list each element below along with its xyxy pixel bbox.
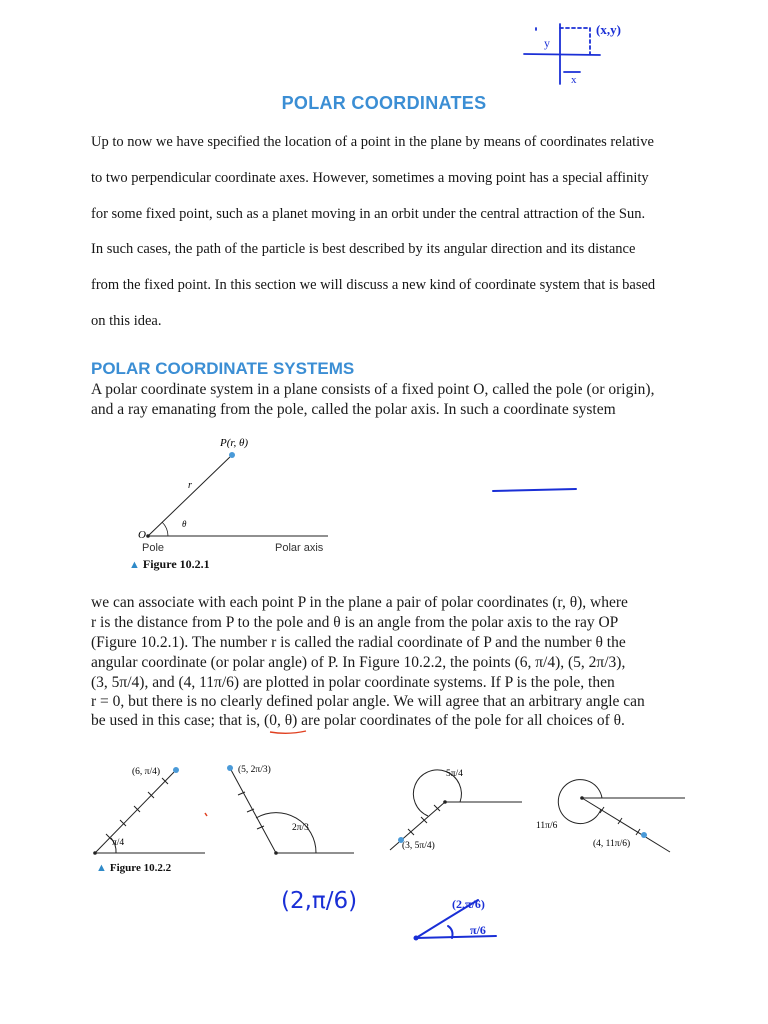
paragraph-line: we can associate with each point P in the plane a pair of polar coordinates (r, θ), where (91, 594, 628, 611)
paragraph-line: r = 0, but there is no clearly defined polar angle. We will agree that an arbitrary angle can (91, 693, 645, 710)
paragraph-line: (Figure 10.2.1). The number r is called the radial coordinate of P and the number θ the (91, 634, 626, 651)
sketch-2-angle-label: π/6 (470, 923, 486, 937)
point-p (229, 452, 235, 458)
figure-10-2-1 (128, 432, 348, 562)
handwritten-dash (490, 484, 580, 498)
paragraph-line: angular coordinate (or polar angle) of P. In Figure 10.2.2, the points (6, π/4), (5, 2π/3), (91, 654, 626, 671)
intro-line: on this idea. (91, 313, 162, 329)
plot4-angle-label: 11π/6 (536, 821, 558, 831)
page-title: POLAR COORDINATES (281, 93, 487, 113)
paragraph-line: A polar coordinate system in a plane consists of a fixed point O, called the pole (or origin), (91, 381, 655, 398)
handwritten-note-1: (2,π/6) (281, 888, 358, 914)
pole-label: Pole (142, 542, 165, 554)
corner-x-label: x (571, 74, 577, 86)
intro-line: for some fixed point, such as a planet moving in an orbit under the central attraction of the Sun. (91, 206, 646, 222)
polar-axis-label: Polar axis (275, 542, 324, 554)
plot1-point (173, 767, 179, 773)
plot4-point (641, 832, 647, 838)
point-p-label: P(r, θ) (220, 437, 249, 449)
plot4-ticks (600, 807, 640, 835)
handwritten-sketch-2 (408, 892, 508, 948)
intro-line: from the fixed point. In this section we will discuss a new kind of coordinate system that is based (91, 277, 656, 293)
section-heading: POLAR COORDINATE SYSTEMS (91, 359, 355, 378)
plot3-pole (443, 800, 447, 804)
figure-10-2-2 (90, 758, 690, 858)
theta-arc (162, 522, 168, 536)
o-label: O (138, 529, 146, 541)
plot1-ray (95, 770, 176, 853)
plot1-point-label: (6, π/4) (132, 767, 161, 777)
triangle-icon: ▲ (96, 862, 107, 874)
paragraph-line: (3, 5π/4), and (4, 11π/6) are plotted in polar coordinate systems. If P is the pole, then (91, 674, 615, 691)
sketch-2-point-label: (2,π/6) (452, 897, 485, 911)
handwritten-corner-sketch (520, 14, 640, 94)
intro-line: to two perpendicular coordinate axes. However, sometimes a moving point has a special affinity (91, 170, 649, 186)
red-underline-mark (268, 728, 308, 736)
plot2-point (227, 765, 233, 771)
theta-label: θ (182, 519, 187, 529)
plot3-angle-label: 5π/4 (446, 769, 463, 779)
plot2-pole (274, 851, 278, 855)
plot1-angle-label: π/4 (112, 838, 125, 848)
plot2-angle-label: 2π/3 (292, 823, 309, 833)
paragraph-line: and a ray emanating from the pole, called the polar axis. In such a coordinate system (91, 401, 616, 418)
pole-dot (146, 534, 150, 538)
plot2-ray (230, 768, 276, 853)
paragraph-line: be used in this case; that is, (0, θ) are polar coordinates of the pole for all choices of θ. (91, 712, 625, 729)
plot4-point-label: (4, 11π/6) (593, 839, 631, 849)
ray-op (148, 455, 232, 536)
figure-10-2-1-caption: ▲ Figure 10.2.1 (129, 557, 210, 571)
plot4-arc (558, 780, 602, 824)
r-label: r (188, 480, 192, 491)
corner-y-label: y (544, 36, 550, 50)
plot4-pole (580, 796, 584, 800)
plot1-pole (93, 851, 97, 855)
corner-point-note: (x,y) (596, 22, 621, 37)
red-tick-mark (205, 813, 207, 816)
plot2-point-label: (5, 2π/3) (238, 765, 271, 775)
plot3-point-label: (3, 5π/4) (402, 841, 435, 851)
intro-line: Up to now we have specified the location of a point in the plane by means of coordinates relative (91, 134, 654, 150)
paragraph-line: r is the distance from P to the pole and θ is an angle from the polar axis to the ray OP (91, 614, 619, 631)
triangle-icon: ▲ (129, 559, 140, 571)
figure-10-2-2-caption: ▲ Figure 10.2.2 (96, 862, 172, 874)
intro-line: In such cases, the path of the particle is best described by its angular direction and its distance (91, 241, 636, 257)
